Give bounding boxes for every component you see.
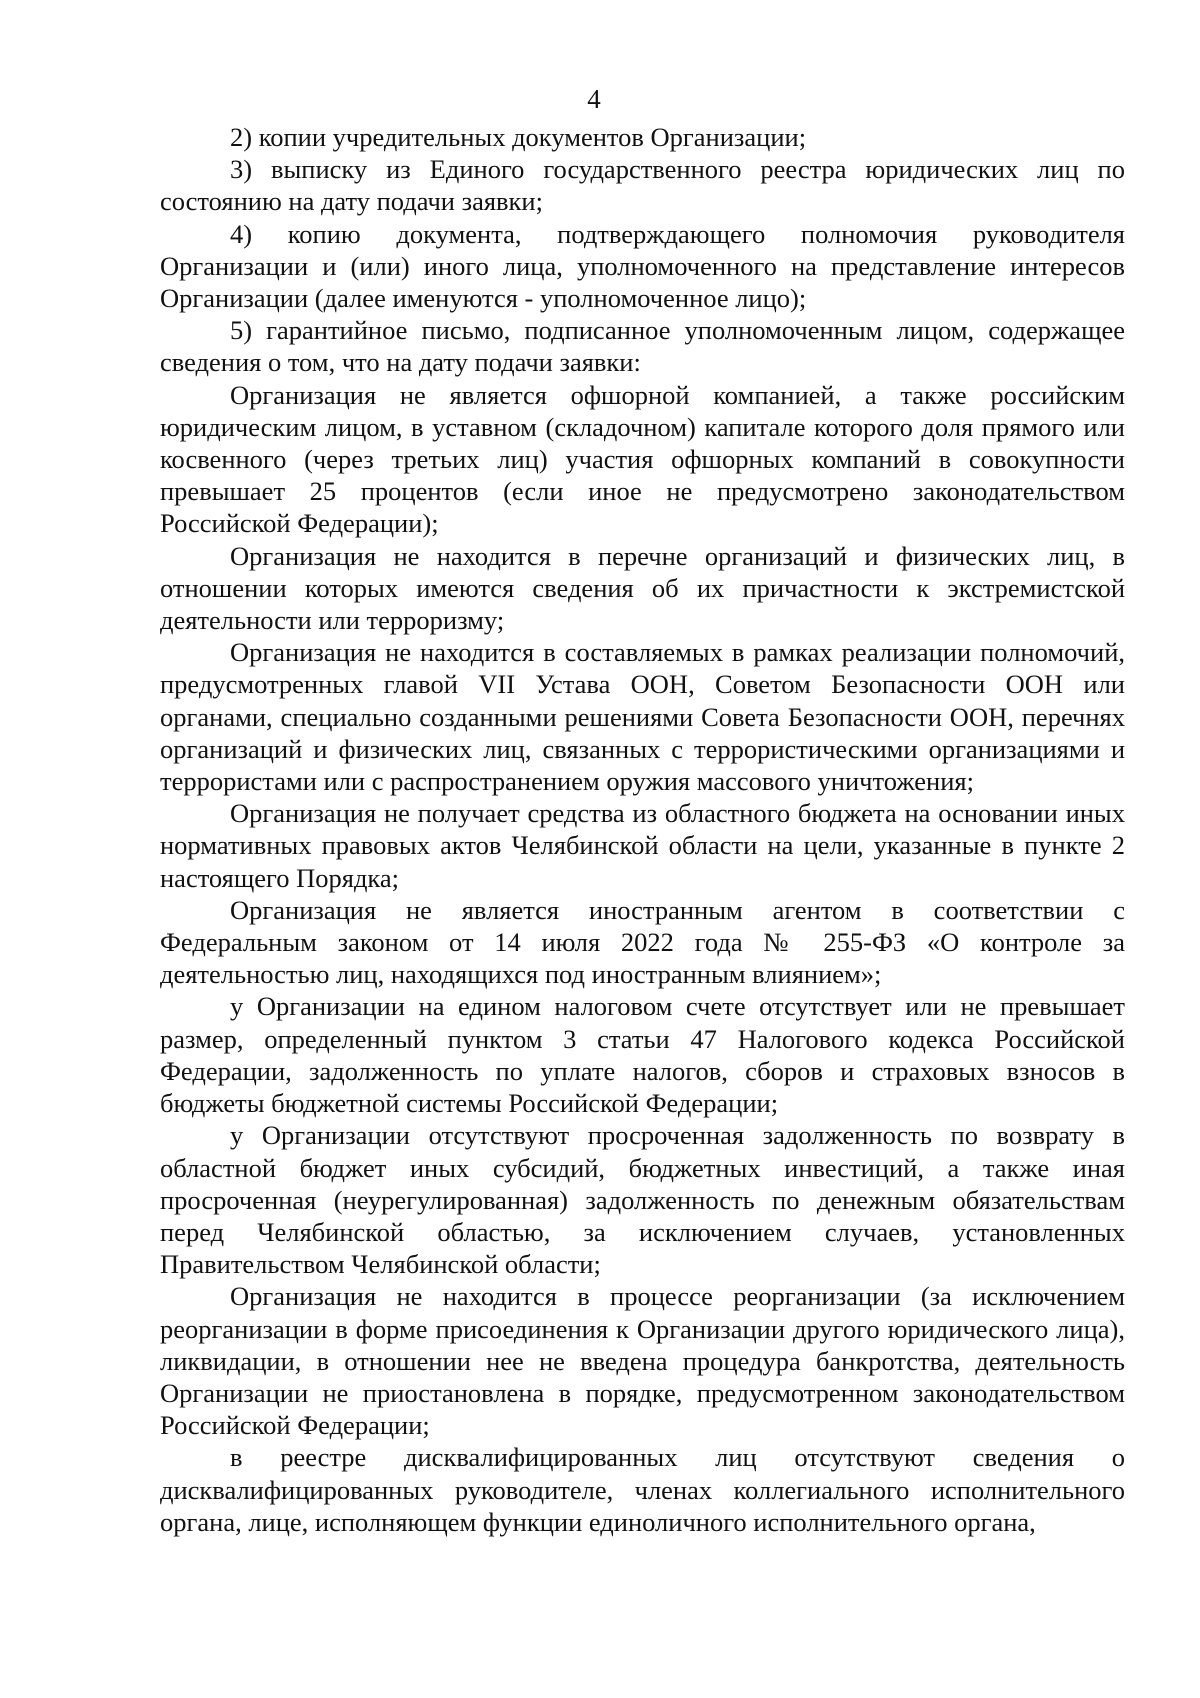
paragraph-foreign-agent: Организация не является иностранным агентом в соответствии с Федеральным законом от 14 июля 2022 года № 255-ФЗ «О контроле за деятельностью лиц, находящихся под иностранным влиянием»;: [160, 894, 1125, 990]
paragraph-tax-debt: у Организации на едином налоговом счете отсутствует или не превышает размер, определенный пунктом 3 статьи 47 Налогового кодекса Российской Федерации, задолженность по уплате налогов, сборов и страховых взносов в бюджеты бюджетной системы Российской Федерации;: [160, 991, 1125, 1119]
paragraph-item-2: 2) копии учредительных документов Организации;: [230, 122, 807, 152]
paragraph-item-4: 4) копию документа, подтверждающего полномочия руководителя Организации и (или) иного лица, уполномоченного на представление интересов Организации (далее именуются - уполномоченное лицо);: [160, 218, 1125, 314]
paragraph-reorganization: Организация не находится в процессе реорганизации (за исключением реорганизации в форме присоединения к Организации другого юридического лица), ликвидации, в отношении нее не введена процедура банкротства, деятельность Организации не приостановлена в порядке, предусмотренном законодательством Российской Федерации;: [160, 1281, 1125, 1441]
paragraph-overdue-debt: у Организации отсутствуют просроченная задолженность по возврату в областной бюджет иных субсидий, бюджетных инвестиций, а также иная просроченная (неурегулированная) задолженность по денежным обязательствам перед Челябинской областью, за исключением случаев, установленных Правительством Челябинской области;: [160, 1120, 1125, 1280]
page-number: 4: [587, 84, 601, 114]
paragraph-item-5: 5) гарантийное письмо, подписанное уполномоченным лицом, содержащее сведения о том, что на дату подачи заявки:: [160, 315, 1125, 378]
paragraph-offshore: Организация не является офшорной компанией, а также российским юридическим лицом, в уставном (складочном) капитале которого доля прямого или косвенного (через третьих лиц) участия офшорных компаний в совокупности превышает 25 процентов (если иное не предусмотрено законодательством Российской Федерации);: [160, 379, 1125, 539]
paragraph-disqualified-registry: в реестре дисквалифицированных лиц отсутствуют сведения о дисквалифицированных руководителе, членах коллегиального исполнительного органа, лице, исполняющем функции единоличного исполнительного органа,: [160, 1442, 1125, 1537]
paragraph-extremism-list: Организация не находится в перечне организаций и физических лиц, в отношении которых имеются сведения об их причастности к экстремистской деятельности или терроризму;: [160, 540, 1125, 636]
paragraph-regional-budget: Организация не получает средства из областного бюджета на основании иных нормативных правовых актов Челябинской области на цели, указанные в пункте 2 настоящего Порядка;: [160, 798, 1125, 893]
paragraph-item-3: 3) выписку из Единого государственного реестра юридических лиц по состоянию на дату подачи заявки;: [160, 154, 1125, 217]
document-body: [160, 121, 1125, 1538]
paragraph-un-lists: Организация не находится в составляемых в рамках реализации полномочий, предусмотренных главой VII Устава ООН, Советом Безопасности ООН или органами, специально созданными решениями Совета Безопасности ООН, перечнях организаций и физических лиц, связанных с террористическими организациями и террористами или с распространением оружия массового уничтожения;: [160, 637, 1125, 797]
